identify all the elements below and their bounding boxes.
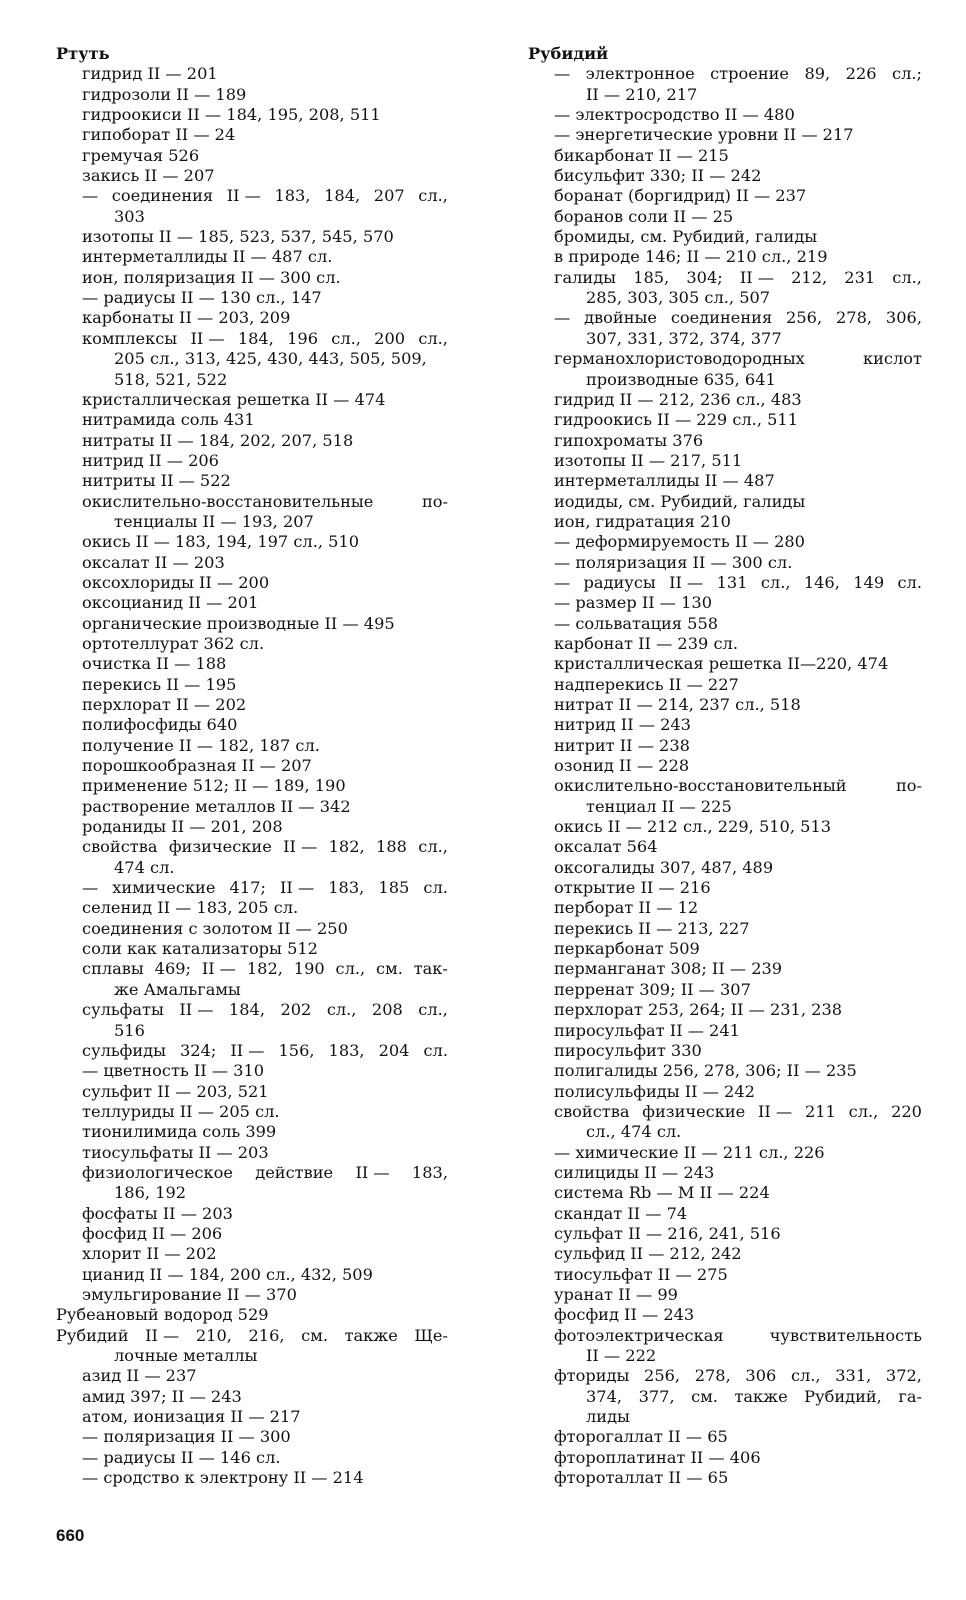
index-entry: фторогаллат II — 65 (554, 1427, 728, 1447)
index-entry: гидроокись II — 229 сл., 511 (554, 410, 799, 430)
index-entry: тиосульфаты II — 203 (82, 1142, 269, 1162)
index-entry: система Rb — M II — 224 (554, 1183, 770, 1203)
index-entry: комплексы II — 184, 196 сл., 200 сл., (82, 328, 448, 348)
index-continuation: лочные металлы (114, 1346, 258, 1365)
index-continuation: II — 222 (586, 1346, 657, 1365)
index-entry: — поляризация II — 300 сл. (554, 552, 793, 572)
index-entry: кристаллическая решетка II—220, 474 (554, 654, 889, 674)
index-entry: галиды 185, 304; II — 212, 231 сл., (554, 267, 922, 287)
index-entry: — двойные соединения 256, 278, 306, (554, 308, 922, 328)
index-heading: Рубидий II — 210, 216, см. также Ще- (56, 1325, 448, 1345)
index-entry: азид II — 237 (82, 1366, 197, 1386)
index-continuation: же Амальгамы (114, 979, 241, 999)
index-entry: гидрид II — 212, 236 сл., 483 (554, 389, 802, 409)
index-entry: полигалиды 256, 278, 306; II — 235 (554, 1061, 857, 1081)
index-entry: в природе 146; II — 210 сл., 219 (554, 247, 828, 267)
index-entry: пиросульфит 330 (554, 1040, 702, 1060)
index-entry: — деформируемость II — 280 (554, 532, 805, 552)
index-entry: — соединения II — 183, 184, 207 сл., (82, 186, 448, 206)
index-entry: — цветность II — 310 (82, 1061, 265, 1081)
index-entry: перманганат 308; II — 239 (554, 959, 783, 979)
index-entry: — химические 417; II — 183, 185 сл. (82, 878, 448, 898)
index-entry: — сродство к электрону II — 214 (82, 1468, 364, 1488)
index-entry: бромиды, см. Рубидий, галиды (554, 227, 818, 247)
index-column-left (56, 44, 448, 1488)
index-entry: карбонаты II — 203, 209 (82, 308, 291, 328)
index-entry: соли как катализаторы 512 (82, 939, 318, 959)
index-entry: перкарбонат 509 (554, 939, 700, 959)
index-entry: карбонат II — 239 сл. (554, 633, 738, 653)
index-entry: нитрид II — 206 (82, 450, 219, 470)
index-entry: эмульгирование II — 370 (82, 1284, 297, 1304)
index-entry: тиосульфат II — 275 (554, 1264, 728, 1284)
index-entry: гипохроматы 376 (554, 430, 704, 450)
index-entry: растворение металлов II — 342 (82, 796, 351, 816)
index-entry: нитрамида соль 431 (82, 410, 255, 430)
index-entry: окислительно-восстановительные по- (82, 491, 448, 511)
index-entry: — сольватация 558 (554, 613, 719, 633)
index-entry: германохлористоводородных кислот (554, 349, 922, 369)
index-entry: озонид II — 228 (554, 756, 690, 776)
index-entry: хлорит II — 202 (82, 1244, 217, 1264)
index-entry: соединения с золотом II — 250 (82, 918, 348, 938)
index-entry: — радиусы II — 130 сл., 147 (82, 288, 322, 308)
index-entry: перхлорат 253, 264; II — 231, 238 (554, 1000, 843, 1020)
index-entry: — радиусы II — 146 сл. (82, 1447, 281, 1467)
index-entry: получение II — 182, 187 сл. (82, 735, 320, 755)
index-entry: сплавы 469; II — 182, 190 сл., см. так- (82, 959, 448, 979)
index-entry: — энергетические уровни II — 217 (554, 125, 854, 145)
index-entry: фотоэлектрическая чувствительность (554, 1325, 922, 1345)
index-entry: оксалат 564 (554, 837, 658, 857)
index-entry: интерметаллиды II — 487 (554, 471, 775, 491)
index-entry: сульфит II — 203, 521 (82, 1081, 269, 1101)
index-continuation: 474 сл. (114, 857, 175, 877)
index-entry: боранов соли II — 25 (554, 206, 734, 226)
index-continuation: 205 сл., 313, 425, 430, 443, 505, 509, (114, 349, 427, 369)
index-entry: гидрозоли II — 189 (82, 84, 247, 104)
index-entry: боранат (боргидрид) II — 237 (554, 186, 807, 206)
index-entry: нитрид II — 243 (554, 715, 691, 735)
page-number: 660 (56, 1526, 85, 1545)
index-entry: сульфиды 324; II — 156, 183, 204 сл. (82, 1040, 448, 1060)
index-entry: нитрит II — 238 (554, 735, 690, 755)
index-continuation: 186, 192 (114, 1183, 187, 1203)
index-entry: перренат 309; II — 307 (554, 979, 751, 999)
index-entry: теллуриды II — 205 сл. (82, 1101, 280, 1121)
index-entry: — размер II — 130 (554, 593, 713, 613)
index-entry: гипоборат II — 24 (82, 125, 236, 145)
index-entry: сульфаты II — 184, 202 сл., 208 сл., (82, 1000, 448, 1020)
index-entry: оксалат II — 203 (82, 552, 225, 572)
index-entry: фториды 256, 278, 306 сл., 331, 372, (554, 1366, 922, 1386)
index-entry: атом, ионизация II — 217 (82, 1407, 301, 1427)
index-entry: нитрат II — 214, 237 сл., 518 (554, 695, 801, 714)
index-entry: сульфид II — 212, 242 (554, 1244, 742, 1264)
index-continuation: сл., 474 сл. (586, 1122, 682, 1142)
index-heading: Ртуть (56, 44, 110, 63)
index-entry: применение 512; II — 189, 190 (82, 776, 346, 796)
index-continuation: 518, 521, 522 (114, 369, 228, 389)
index-entry: гидрид II — 201 (82, 64, 218, 84)
index-continuation: 303 (114, 206, 145, 226)
index-entry: нитриты II — 522 (82, 471, 231, 491)
index-entry: окись II — 212 сл., 229, 510, 513 (554, 817, 832, 837)
index-entry: интерметаллиды II — 487 сл. (82, 247, 333, 267)
index-entry: открытие II — 216 (554, 878, 711, 898)
index-entry: селенид II — 183, 205 сл. (82, 898, 299, 918)
index-entry: роданиды II — 201, 208 (82, 817, 283, 837)
index-entry: свойства физические II — 182, 188 сл., (82, 837, 448, 857)
index-entry: полисульфиды II — 242 (554, 1081, 755, 1101)
index-entry: очистка II — 188 (82, 654, 227, 674)
index-entry: перборат II — 12 (554, 898, 699, 918)
index-entry: оксоцианид II — 201 (82, 593, 259, 613)
index-entry: уранат II — 99 (554, 1284, 678, 1304)
index-entry: тионилимида соль 399 (82, 1122, 277, 1142)
index-entry: изотопы II — 217, 511 (554, 450, 743, 470)
index-entry: ортотеллурат 362 сл. (82, 633, 265, 653)
index-entry: — электросродство II — 480 (554, 105, 795, 125)
index-entry: бикарбонат II — 215 (554, 145, 729, 165)
index-continuation: 307, 331, 372, 374, 377 (586, 328, 782, 348)
index-entry: оксогалиды 307, 487, 489 (554, 857, 774, 877)
index-entry: перекись II — 213, 227 (554, 918, 750, 938)
index-entry: нитраты II — 184, 202, 207, 518 (82, 430, 354, 450)
index-entry: кристаллическая решетка II — 474 (82, 389, 386, 409)
index-entry: гремучая 526 (82, 145, 200, 165)
index-continuation: II — 210, 217 (586, 84, 698, 104)
index-continuation: тенциал II — 225 (586, 796, 732, 816)
index-entry: перекись II — 195 (82, 674, 237, 694)
index-entry: фосфид II — 243 (554, 1305, 695, 1325)
index-continuation: лиды (586, 1407, 630, 1427)
index-entry: цианид II — 184, 200 сл., 432, 509 (82, 1264, 373, 1284)
index-entry: органические производные II — 495 (82, 613, 395, 633)
index-entry: надперекись II — 227 (554, 674, 739, 694)
index-continuation: тенциалы II — 193, 207 (114, 511, 314, 531)
index-entry: — электронное строение 89, 226 сл.; (554, 64, 922, 84)
index-entry: окислительно-восстановительный по- (554, 776, 922, 796)
index-entry: окись II — 183, 194, 197 сл., 510 (82, 532, 360, 552)
index-entry: силициды II — 243 (554, 1162, 715, 1182)
index-entry: перхлорат II — 202 (82, 695, 247, 714)
index-entry: гидроокиси II — 184, 195, 208, 511 (82, 105, 381, 125)
index-entry: сульфат II — 216, 241, 516 (554, 1223, 781, 1243)
index-entry: пиросульфат II — 241 (554, 1020, 740, 1040)
index-continuation: 285, 303, 305 сл., 507 (586, 288, 771, 308)
index-entry: изотопы II — 185, 523, 537, 545, 570 (82, 227, 394, 247)
index-entry: бисульфит 330; II — 242 (554, 166, 762, 186)
index-entry: физиологическое действие II — 183, (82, 1162, 448, 1182)
index-continuation: 516 (114, 1020, 145, 1040)
index-entry: фтороталлат II — 65 (554, 1468, 729, 1488)
index-entry: иодиды, см. Рубидий, галиды (554, 491, 806, 511)
index-entry: ион, поляризация II — 300 сл. (82, 267, 341, 287)
index-entry: скандат II — 74 (554, 1203, 688, 1223)
index-continuation: производные 635, 641 (586, 369, 776, 389)
index-entry: свойства физические II — 211 сл., 220 (554, 1101, 922, 1121)
index-entry: оксохлориды II — 200 (82, 572, 270, 592)
index-entry: — поляризация II — 300 (82, 1427, 291, 1447)
index-entry: полифосфиды 640 (82, 715, 238, 735)
index-entry: — химические II — 211 сл., 226 (554, 1142, 825, 1162)
index-entry: фтороплатинат II — 406 (554, 1447, 761, 1467)
index-entry: фосфаты II — 203 (82, 1203, 233, 1223)
index-entry: — радиусы II — 131 сл., 146, 149 сл. (554, 572, 922, 592)
index-entry: фосфид II — 206 (82, 1223, 223, 1243)
index-entry: закись II — 207 (82, 166, 215, 186)
index-heading: Рубидий (528, 44, 609, 63)
index-column-right (528, 44, 922, 1488)
index-heading: Рубеановый водород 529 (56, 1305, 269, 1325)
index-entry: порошкообразная II — 207 (82, 756, 312, 776)
index-continuation: 374, 377, см. также Рубидий, га- (586, 1386, 922, 1406)
index-entry: амид 397; II — 243 (82, 1386, 242, 1406)
index-entry: ион, гидратация 210 (554, 511, 731, 531)
